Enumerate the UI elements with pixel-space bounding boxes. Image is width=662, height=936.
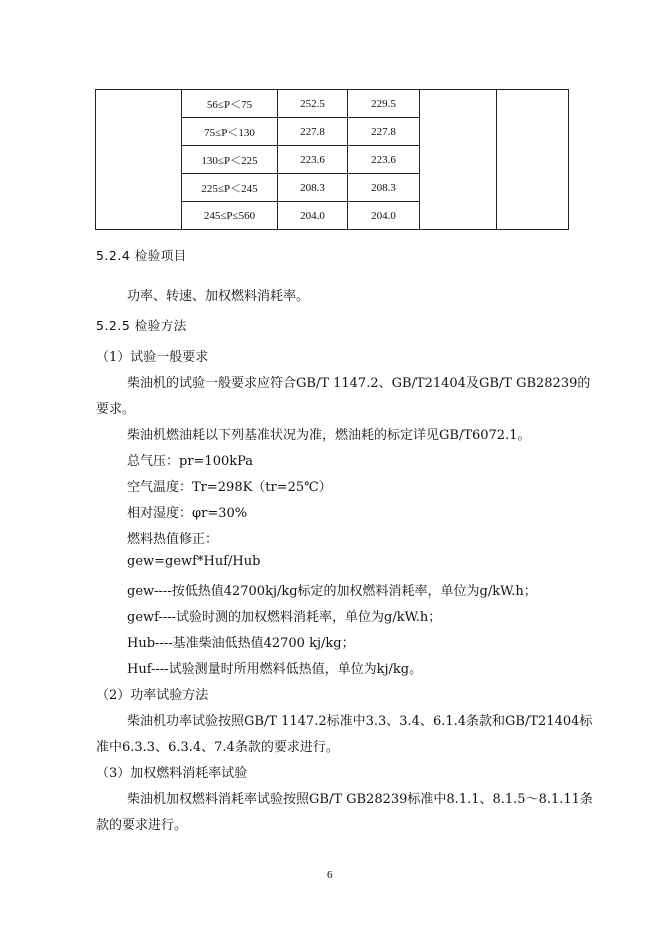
power-range-cell: 56≤P＜75 — [182, 90, 278, 118]
value-cell: 208.3 — [278, 174, 348, 202]
correction-formula: gew=gewf*Huf/Hub — [127, 554, 261, 569]
paragraph: 功率、转速、加权燃料消耗率。 — [127, 289, 310, 304]
value-cell: 227.8 — [278, 118, 348, 146]
value-cell: 227.8 — [348, 118, 420, 146]
table-cell-merged — [96, 90, 182, 230]
power-range-cell: 245≤P≤560 — [182, 202, 278, 230]
value-cell: 204.0 — [278, 202, 348, 230]
reference-humidity: 相对湿度：φr=30% — [127, 506, 248, 521]
value-cell: 223.6 — [348, 146, 420, 174]
paragraph-line: 准中6.3.3、6.3.4、7.4条款的要求进行。 — [96, 740, 339, 755]
power-range-cell: 130≤P＜225 — [182, 146, 278, 174]
subsection-title-2: （2）功率试验方法 — [96, 688, 209, 703]
definition-gewf: gewf----试验时测的加权燃料消耗率，单位为g/kW.h； — [127, 610, 442, 625]
value-cell: 204.0 — [348, 202, 420, 230]
definition-gew: gew----按低热值42700kj/kg标定的加权燃料消耗率，单位为g/kW.h； — [127, 584, 537, 599]
value-cell: 252.5 — [278, 90, 348, 118]
table-row — [96, 90, 569, 118]
subsection-title-1: （1）试验一般要求 — [96, 350, 209, 365]
definition-hub: Hub----基准柴油低热值42700 kj/kg； — [127, 636, 355, 651]
paragraph-line: 款的要求进行。 — [96, 818, 188, 833]
paragraph-line: 要求。 — [96, 402, 136, 417]
value-cell: 208.3 — [348, 174, 420, 202]
table-cell-merged — [497, 90, 569, 230]
paragraph-line: 柴油机加权燃料消耗率试验按照GB/T GB28239标准中8.1.1、8.1.5～8.1.11条 — [127, 792, 593, 807]
section-heading-5-2-4: 5.2.4 检验项目 — [96, 248, 187, 263]
reference-air-temperature: 空气温度：Tr=298K（tr=25℃） — [127, 480, 332, 495]
paragraph-line: 柴油机的试验一般要求应符合GB/T 1147.2、GB/T21404及GB/T GB28239的 — [127, 376, 591, 391]
table-cell-merged — [420, 90, 497, 230]
power-range-cell: 225≤P＜245 — [182, 174, 278, 202]
power-range-cell: 75≤P＜130 — [182, 118, 278, 146]
fuel-consumption-table — [95, 89, 569, 230]
paragraph: 柴油机燃油耗以下列基准状况为准，燃油耗的标定详见GB/T6072.1。 — [127, 428, 531, 443]
value-cell: 229.5 — [348, 90, 420, 118]
heat-value-correction-label: 燃料热值修正： — [127, 532, 219, 547]
section-heading-5-2-5: 5.2.5 检验方法 — [96, 318, 187, 333]
page-number: 6 — [327, 869, 333, 881]
reference-pressure: 总气压：pr=100kPa — [127, 454, 254, 469]
definition-huf: Huf----试验测量时所用燃料低热值，单位为kj/kg。 — [127, 662, 423, 677]
subsection-title-3: （3）加权燃料消耗率试验 — [96, 766, 248, 781]
paragraph-line: 柴油机功率试验按照GB/T 1147.2标准中3.3、3.4、6.1.4条款和GB/T21404标 — [127, 714, 593, 729]
value-cell: 223.6 — [278, 146, 348, 174]
